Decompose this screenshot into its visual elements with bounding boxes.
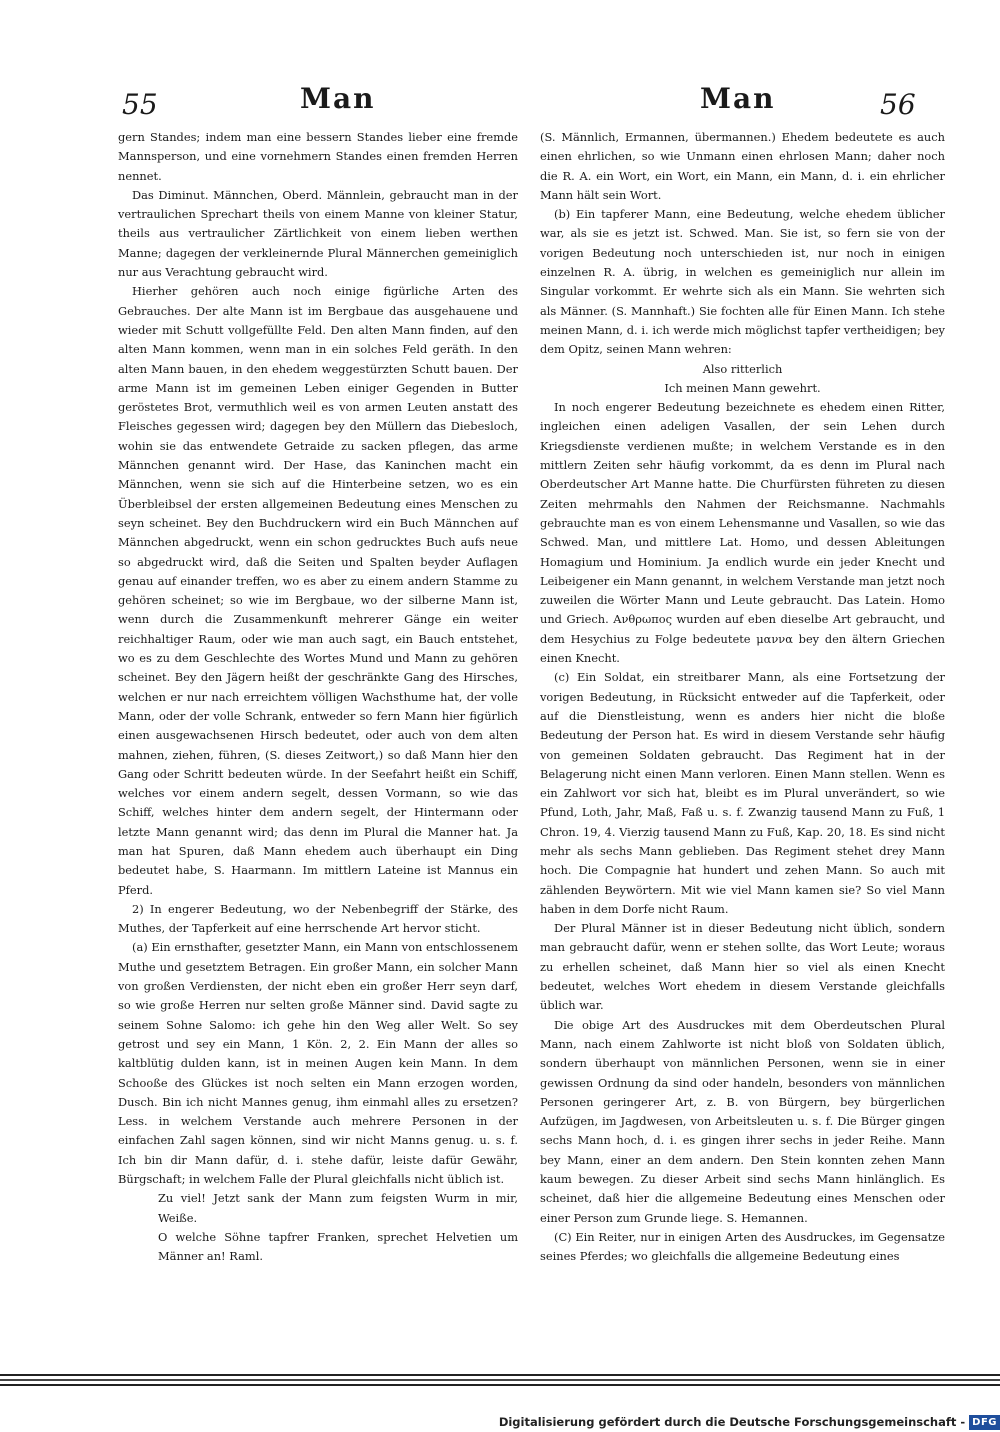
paragraph: (C) Ein Reiter, nur in einigen Arten des Ausdruckes, im Gegensatze seines Pferdes; wo gleichfalls die allgemeine Bedeutung eines [540,1229,945,1264]
page-edge-border [0,1374,1000,1388]
left-headword: Man [300,82,376,115]
dfg-logo: DFG [969,1415,1000,1430]
right-headword: Man [700,82,776,115]
paragraph: (b) Ein tapferer Mann, eine Bedeutung, welche ehedem üblicher war, als sie es jetzt ist. Schwed. Man. Sie ist, so fern sie von der vorigen Bedeutung noch unterschieden ist, nur noch in einigen einzelnen R. A. übrig, in welchen es gemeiniglich nur allein im Singular vorkommt. Er wehrte sich als ein Mann. Sie wehrten sich als Männer. (S. Mannhaft.) Sie fochten alle für Einen Mann. Ich stehe meinen Mann, d. i. ich werde mich möglichst tapfer vertheidigen; bey dem Opitz, seinen Mann wehren: [540,207,945,357]
paragraph: Der Plural Männer ist in dieser Bedeutung nicht üblich, sondern man gebraucht dafür, wenn er stehen sollte, das Wort Leute; woraus zu erhellen scheinet, daß Mann hier so viel als einen Knecht bedeutet, welches Wort ehedem in diesem Verstande gleichfalls üblich war. [540,921,945,1013]
paragraph: In noch engerer Bedeutung bezeichnete es ehedem einen Ritter, ingleichen einen adeligen Vasallen, der sein Lehen durch Kriegsdienste verdienen mußte; in welchem Verstande es in den mittlern Zeiten sehr häufig vorkommt, da es denn im Plural nach Oberdeutscher Art Manne hatte. Die Churfürsten führeten zu diesen Zeiten mehrmahls den Nahmen der Reichsmanne. Nachmahls gebrauchte man es von einem Lehensmanne und Vasallen, so wie das Schwed. Man, und mittlere Lat. Homo, und dessen Ableitungen Homagium und Hominium. Ja endlich wurde ein jeder Knecht und Leibeigener ein Mann genannt, in welchem Verstande man jetzt noch zuweilen die Wörter Mann und Leute gebraucht. Das Latein. Homo und Griech. Ανθρωπος wurden auf eben dieselbe Art gebraucht, und dem Hesychius zu Folge bedeutete μαννα bey den ältern Griechen einen Knecht. [540,400,945,666]
paragraph: Die obige Art des Ausdruckes mit dem Oberdeutschen Plural Mann, nach einem Zahlworte ist nicht bloß von Soldaten üblich, sondern überhaupt von männlichen Personen, wenn sie in einer gewissen Ordnung da sind oder handeln, besonders von männlichen Personen geringerer Art, z. B. von Bürgern, bey bürgerlichen Aufzügen, im Jagdwesen, von Arbeitsleuten u. s. f. Die Bürger gingen sechs Mann hoch, d. i. es gingen ihrer sechs in jeder Reihe. Mann bey Mann, einer an dem andern. Den Stein konnten zehen Mann kaum bewegen. Zu dieser Arbeit sind sechs Mann hinlänglich. Es scheinet, daß hier die allgemeine Bedeutung eines Menschen oder einer Person zum Grunde liege. S. Hemannen. [540,1017,945,1225]
paragraph: Zu viel! Jetzt sank der Mann zum feigsten Wurm in mir, Weiße. [158,1191,518,1225]
paragraph: (S. Männlich, Ermannen, übermannen.) Ehedem bedeutete es auch einen ehrlichen, so wie Unmann einen ehrlosen Mann; daher noch die R. A. ein Wort, ein Wort, ein Mann, ein Mann, d. i. ein ehrlicher Mann hält sein Wort. [540,130,945,202]
paragraph: gern Standes; indem man eine bessern Standes lieber eine fremde Mannsperson, und eine vornehmern Standes einen fremden Herren nennet. [118,130,518,183]
paragraph: Hierher gehören auch noch einige figürliche Arten des Gebrauches. Der alte Mann ist im Bergbaue das ausgehauene und wieder mit Schutt vollgefüllte Feld. Den alten Mann finden, auf den alten Mann kommen, wenn man in ein solches Feld geräth. In den alten Mann bauen, in den ehedem weggestürzten Schutt bauen. Der arme Mann ist im gemeinen Leben einiger Gegenden in Butter geröstetes Brot, vermuthlich weil es von armen Leuten anstatt des Fleisches gegessen wird; dagegen bey den Müllern das Diebesloch, wohin sie das entwendete Getraide zu sacken pflegen, das arme Männchen genannt wird. Der Hase, das Kaninchen macht ein Männchen, wenn sie sich auf die Hinterbeine setzen, wo es ein Überbleibsel der ersten allgemeinen Bedeutung eines Menschen zu seyn scheinet. Bey den Buchdruckern wird ein Buch Männchen auf Männchen abgedruckt, wenn ein schon gedrucktes Buch aufs neue so abgedruckt wird, daß die Seiten und Spalten beyder Auflagen genau auf einander treffen, wo es aber zu einem andern Stamme zu gehören scheinet; so wie im Bergbaue, wo der silberne Mann ist, wenn durch die Zusammenkunft mehrerer Gänge ein weiter reichhaltiger Raum, oder wie man auch sagt, ein Bauch entstehet, wo es zu dem Geschlechte des Wortes Mund und Mann zu gehören scheinet. Bey den Jägern heißt der geschränkte Gang des Hirsches, welchen er nur nach erreichtem völligen Wachsthume hat, der volle Mann, oder der volle Schrank, entweder so fern Mann hier figürlich einen ausgewachsenen Hirsch bedeutet, oder auch von dem alten mahnen, ziehen, führen, (S. dieses Zeitwort,) so daß Mann hier den Gang oder Schritt bedeuten würde. In der Seefahrt heißt ein Schiff, welches vor einem andern segelt, dessen Vormann, so wie das Schiff, welches hinter dem andern segelt, der Hintermann oder letzte Mann genannt wird; das denn im Plural die Manner hat. Ja man hat Spuren, daß Mann ehedem auch überhaupt ein Ding bedeutet habe, S. Haarmann. Im mittlern Lateine ist Mannus ein Pferd. [118,284,518,897]
paragraph: Ich meinen Mann gewehrt. [664,380,821,395]
footer-credit: Digitalisierung gefördert durch die Deutsche Forschungsgemeinschaft - [498,1415,966,1429]
paragraph: 2) In engerer Bedeutung, wo der Nebenbegriff der Stärke, des Muthes, der Tapferkeit auf eine herrschende Art hervor sticht. [118,901,518,936]
paragraph: Das Diminut. Männchen, Oberd. Männlein, gebraucht man in der vertraulichen Sprechart theils von einem Manne von kleiner Statur, theils aus vertraulicher Zärtlichkeit von einem lieben werthen Manne; dagegen der verkleinernde Plural Männerchen gemeiniglich nur aus Verachtung gebraucht wird. [118,187,518,280]
paragraph: Also ritterlich [702,361,783,376]
right-page-number: 56 [880,88,916,121]
paragraph: (c) Ein Soldat, ein streitbarer Mann, als eine Fortsetzung der vorigen Bedeutung, in Rücksicht entweder auf die Tapferkeit, oder auf die Dienstleistung, wenn es anders hier nicht die bloße Bedeutung der Person hat. Es wird in diesem Verstande sehr häufig von gemeinen Soldaten gebraucht. Das Regiment hat in der Belagerung nicht einen Mann verloren. Einen Mann stellen. Wenn es ein Zahlwort vor sich hat, bleibt es im Plural unverändert, so wie Pfund, Loth, Jahr, Maß, Faß u. s. f. Zwanzig tausend Mann zu Fuß, 1 Chron. 19, 4. Vierzig tausend Mann zu Fuß, Kap. 20, 18. Es sind nicht mehr als sechs Mann geblieben. Das Regiment stehet drey Mann hoch. Die Compagnie hat hundert und zehen Mann. So auch mit zählenden Beywörtern. Mit wie viel Mann kamen sie? So viel Mann haben in dem Dorfe nicht Raum. [540,670,945,916]
paragraph: (a) Ein ernsthafter, gesetzter Mann, ein Mann von entschlossenem Muthe und gesetztem Betragen. Ein großer Mann, ein solcher Mann von großen Verdiensten, der nicht eben ein großer Herr seyn darf, so wie große Herren nur selten große Männer sind. David sagte zu seinem Sohne Salomo: ich gehe hin den Weg aller Welt. So sey getrost und sey ein Mann, 1 Kön. 2, 2. Ein Mann der alles so kaltblütig dulden kann, ist in meinen Augen kein Mann. In dem Schooße des Glückes ist noch selten ein Mann erzogen worden, Dusch. Bin ich nicht Mannes genug, ihm einmahl alles zu ersetzen? Less. in welchem Verstande auch mehrere Personen in der einfachen Zahl sagen können, sind wir nicht Manns genug. u. s. f. Ich bin dir Mann dafür, d. i. stehe dafür, leiste dafür Gewähr, Bürgschaft; in welchem Falle der Plural gleichfalls nicht üblich ist. [118,940,518,1187]
right-column [540,128,945,1267]
footer [499,1412,1000,1432]
left-page-number: 55 [122,88,158,121]
paragraph: O welche Söhne tapfrer Franken, sprechet Helvetien um Männer an! Raml. [158,1229,518,1264]
left-column [118,128,518,1267]
